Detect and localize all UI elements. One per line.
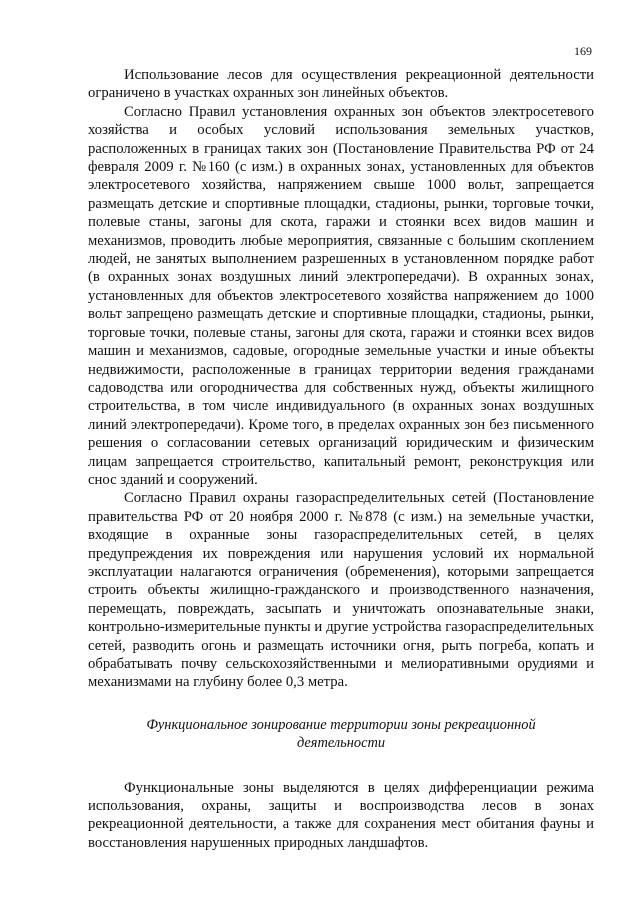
paragraph-functional-zones: Функциональные зоны выделяются в целях дифференциации режима использования, охраны, защиты и воспроизводства лесов в зонах рекреационной деятельности, а также для сохранения мест обитания фауны и восстановления нарушенных природных ландшафтов. xyxy=(88,779,594,851)
page-number: 169 xyxy=(574,44,592,58)
paragraph-recreation-limits: Использование лесов для осуществления рекреационной деятельности ограничено в участках охранных зон линейных объектов. xyxy=(88,67,594,102)
document-body xyxy=(88,66,594,852)
section-heading: Функциональное зонирование территории зоны рекреационной деятельности xyxy=(146,716,536,752)
paragraph-gas-network-zones: Согласно Правил охраны газораспределительных сетей (Постановление правительства РФ от 20 ноября 2000 г. №878 (с изм.) на земельные участки, входящие в охранные зоны газораспределительных сетей, в целях предупреждения их повреждения или нарушения условий их нормальной эксплуатации налагаются ограничения (обременения), которыми запрещается строить объекты жилищно-гражданского и производственного назначения, перемещать, повреждать, засыпать и уничтожать опознавательные знаки, контрольно-измерительные пункты и другие устройства газораспределительных сетей, разводить огонь и размещать источники огня, рыть погреба, копать и обрабатывать почву сельскохозяйственными и мелиоративными орудиями и механизмами на глубину более 0,3 метра. xyxy=(88,490,594,691)
paragraph-electric-grid-zones: Согласно Правил установления охранных зон объектов электросетевого хозяйства и особых условий использования земельных участков, расположенных в границах таких зон (Постановление Правительства РФ от 24 февраля 2009 г. №160 (с изм.) в охранных зонах, установленных для объектов электросетевого хозяйства, напряжением свыше 1000 вольт, запрещается размещать детские и спортивные площадки, стадионы, рынки, торговые точки, полевые станы, загоны для скота, гаражи и стоянки всех видов машин и механизмов, проводить любые мероприятия, связанные с большим скоплением людей, не занятых выполнением разрешенных в установленном порядке работ (в охранных зонах воздушных линий электропередачи). В охранных зонах, установленных для объектов электросетевого хозяйства напряжением до 1000 вольт запрещено размещать детские и спортивные площадки, стадионы, рынки, торговые точки, полевые станы, загоны для скота, гаражи и стоянки всех видов машин и механизмов, садовые, огородные земельные участки и иные объекты недвижимости, расположенные в границах территории ведения гражданами садоводства или огородничества для собственных нужд, объекты жилищного строительства, в том числе индивидуального (в охранных зонах воздушных линий электропередачи). Кроме того, в пределах охранных зон без письменного решения о согласовании сетевых организаций юридическим и физическим лицам запрещается строительство, капитальный ремонт, реконструкция или снос зданий и сооружений. xyxy=(88,103,594,488)
